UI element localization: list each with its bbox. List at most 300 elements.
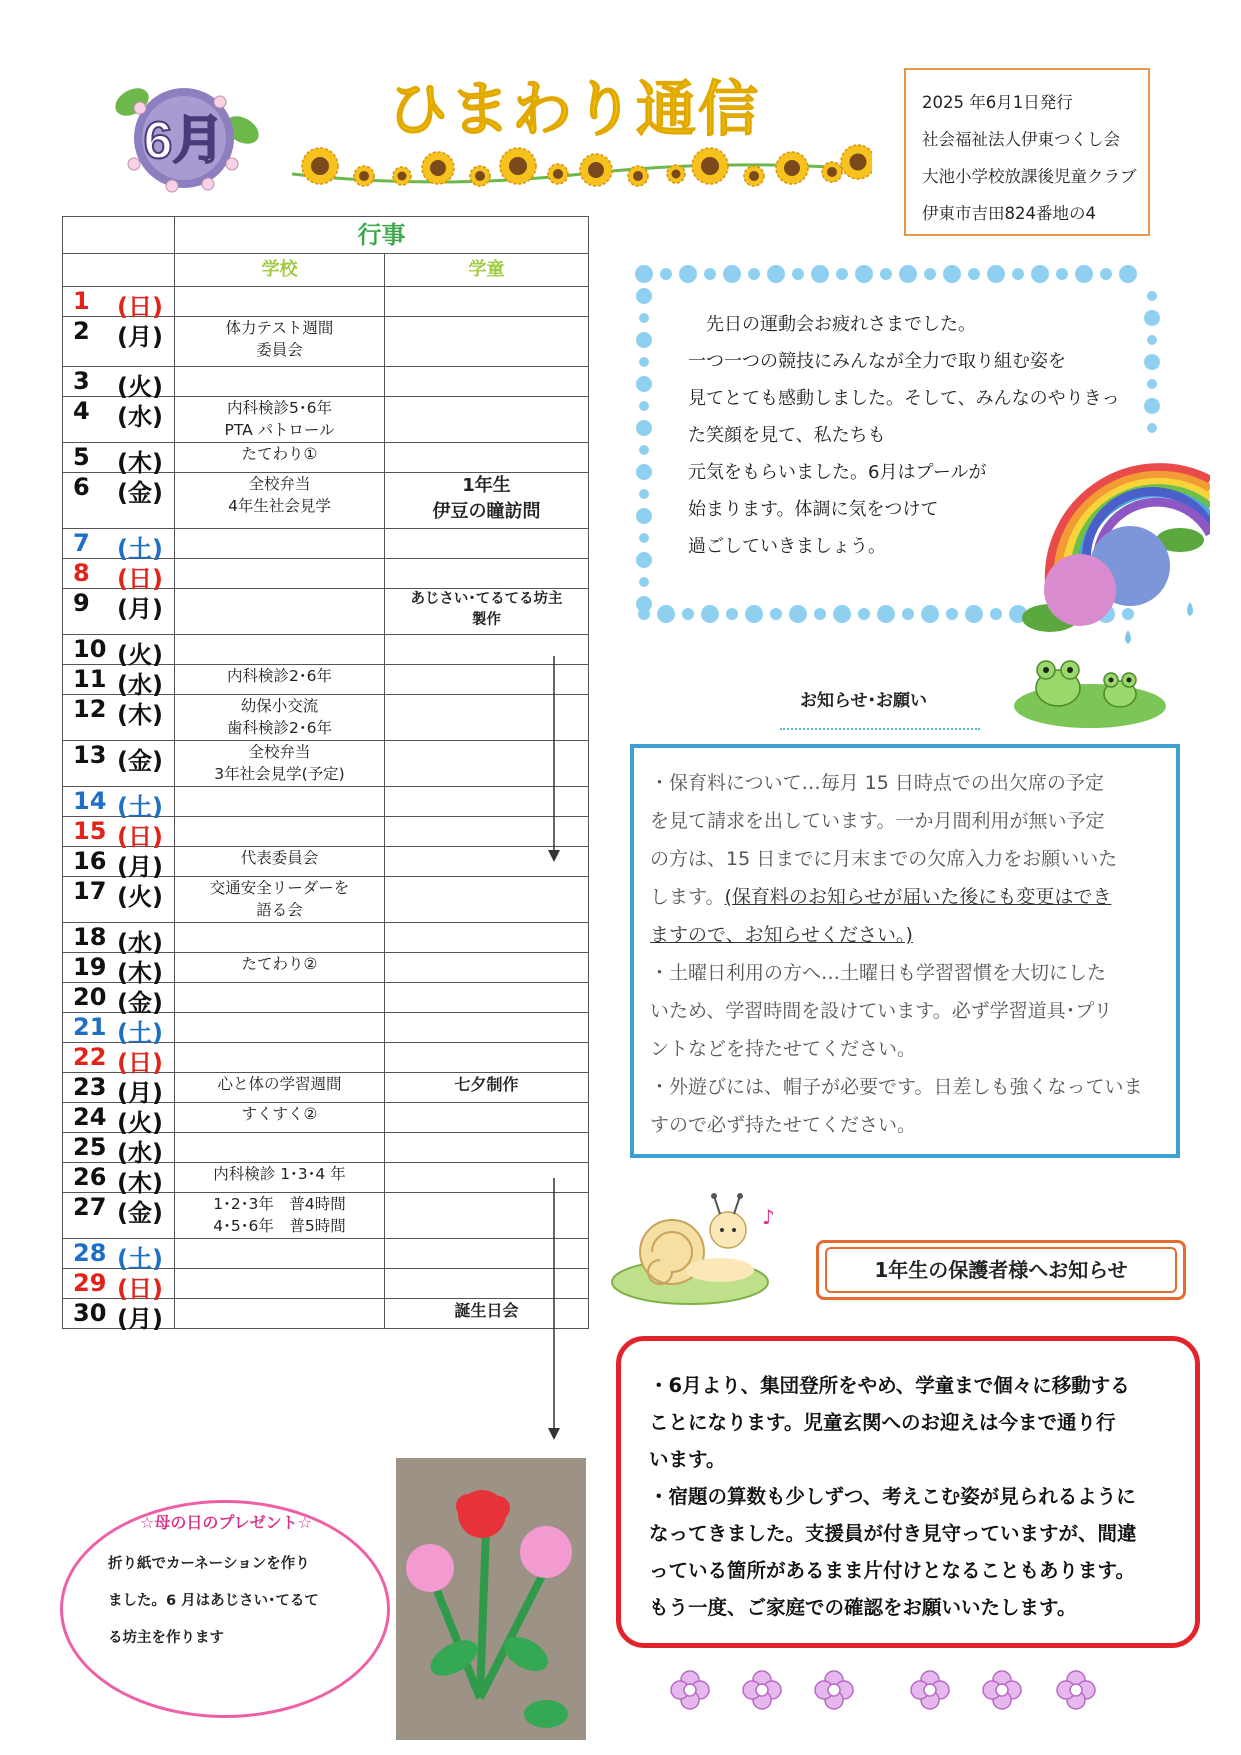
calendar-row bbox=[63, 635, 589, 665]
sunflower-center bbox=[509, 157, 527, 175]
gakudo-event: 1年生 bbox=[462, 475, 511, 496]
day-cell bbox=[63, 1193, 175, 1239]
gakudo-event-cell bbox=[385, 317, 589, 367]
school-event: 4年生社会見学 bbox=[228, 497, 331, 515]
day-cell bbox=[63, 1269, 175, 1303]
day-number: 2 bbox=[73, 317, 90, 345]
bubble-dot bbox=[770, 608, 782, 620]
origami-carnation-photo bbox=[396, 1458, 586, 1740]
first-grade-line: なってきました。支援員が付き見守っていますが、間違 bbox=[649, 1522, 1137, 1545]
day-cell bbox=[63, 817, 175, 851]
sunflower-center bbox=[553, 169, 563, 179]
school-event-cell bbox=[175, 397, 385, 443]
school-event-cell bbox=[175, 287, 385, 317]
day-number: 4 bbox=[73, 397, 90, 425]
calendar-row bbox=[63, 589, 589, 635]
first-grade-line: ・6月より、集団登所をやめ、学童まで個々に移動する bbox=[649, 1374, 1130, 1397]
day-cell bbox=[63, 983, 175, 1017]
day-cell bbox=[63, 665, 175, 699]
sunflower-center bbox=[311, 157, 329, 175]
bubble-dot bbox=[811, 265, 829, 283]
school-event: 全校弁当 bbox=[248, 743, 311, 761]
day-number: 17 bbox=[73, 877, 107, 905]
flower-center bbox=[828, 1684, 840, 1696]
gakudo-event: 伊豆の瞳訪問 bbox=[432, 501, 541, 522]
bubble-dot bbox=[902, 608, 914, 620]
weekday-label: (日) bbox=[117, 565, 163, 593]
calendar-row bbox=[63, 1103, 589, 1133]
bubble-dot bbox=[921, 605, 939, 623]
school-event: 内科検診2･6年 bbox=[227, 667, 332, 685]
message-line: 見てとても感動しました。そして、みんなのやりきっ bbox=[688, 388, 1120, 409]
school-event-cell bbox=[175, 847, 385, 877]
gakudo-event-cell bbox=[385, 443, 589, 473]
day-cell bbox=[63, 741, 175, 787]
calendar-row bbox=[63, 953, 589, 983]
school-event-cell bbox=[175, 589, 385, 635]
purple-flower-icon bbox=[668, 1666, 1100, 1714]
bubble-dot bbox=[877, 605, 895, 623]
school-event: 体力テスト週間 bbox=[225, 319, 334, 337]
school-event: 交通安全リーダーを bbox=[209, 879, 350, 897]
bubble-dot bbox=[833, 605, 851, 623]
bubble-dot bbox=[635, 265, 653, 283]
gakudo-event-cell bbox=[385, 1043, 589, 1073]
school-event: 歯科検診2･6年 bbox=[227, 719, 332, 737]
notices-title: お知らせ･お願い bbox=[800, 691, 927, 711]
notice-line: ントなどを持たせてください。 bbox=[650, 1038, 917, 1060]
day-number: 21 bbox=[73, 1013, 107, 1041]
day-cell bbox=[63, 1239, 175, 1273]
day-cell bbox=[63, 529, 175, 563]
day-cell bbox=[63, 695, 175, 741]
weekday-label: (日) bbox=[117, 1275, 163, 1303]
gakudo-event-cell bbox=[385, 923, 589, 953]
notice-underlined-text: (保育料のお知らせが届いた後にも変更はでき bbox=[724, 886, 1112, 908]
day-cell bbox=[63, 953, 175, 987]
bubble-dot bbox=[701, 605, 719, 623]
first-grade-line: います。 bbox=[649, 1448, 726, 1471]
school-event-cell bbox=[175, 877, 385, 923]
sunflower-center bbox=[749, 171, 759, 181]
bubble-dot bbox=[636, 376, 652, 392]
sunflower-center bbox=[398, 172, 407, 181]
calendar-row bbox=[63, 695, 589, 741]
school-event-cell bbox=[175, 1073, 385, 1103]
gakudo-event-cell bbox=[385, 287, 589, 317]
day-cell bbox=[63, 397, 175, 443]
bubble-dot bbox=[1147, 379, 1157, 389]
school-event: 3年社会見学(予定) bbox=[214, 765, 345, 783]
sunflower-center bbox=[359, 171, 369, 181]
gakudo-event-cell bbox=[385, 529, 589, 559]
calendar-row bbox=[63, 665, 589, 695]
frogs-on-lilypad-icon bbox=[1008, 640, 1168, 732]
day-number: 5 bbox=[73, 443, 90, 471]
day-cell bbox=[63, 287, 175, 321]
notice-line: すので必ず持たせてください。 bbox=[650, 1114, 917, 1136]
first-grade-line: もう一度、ご家庭での確認をお願いいたします。 bbox=[649, 1596, 1077, 1619]
bubble-dot bbox=[636, 596, 652, 612]
newsletter-title: ひまわり通信 bbox=[388, 75, 760, 145]
notice-line: ・外遊びには、帽子が必要です。日差しも強くなっていま bbox=[650, 1076, 1143, 1098]
calendar-row bbox=[63, 1043, 589, 1073]
bubble-dot bbox=[726, 608, 738, 620]
school-event-cell bbox=[175, 665, 385, 695]
school-event-cell bbox=[175, 741, 385, 787]
day-number: 29 bbox=[73, 1269, 107, 1297]
bubble-dot bbox=[748, 268, 760, 280]
first-grade-line: っている箇所があるまま片付けとなることもあります。 bbox=[649, 1559, 1135, 1582]
school-event: 語る会 bbox=[256, 901, 303, 919]
calendar-row bbox=[63, 787, 589, 817]
day-number: 3 bbox=[73, 367, 90, 395]
day-cell bbox=[63, 923, 175, 957]
calendar-row bbox=[63, 1299, 589, 1329]
school-event: 4･5･6年 普5時間 bbox=[213, 1217, 346, 1235]
day-number: 13 bbox=[73, 741, 107, 769]
school-event: すくすく② bbox=[241, 1105, 318, 1123]
weekday-label: (火) bbox=[117, 883, 163, 911]
school-event-cell bbox=[175, 443, 385, 473]
school-event-cell bbox=[175, 817, 385, 847]
message-line: 一つ一つの競技にみんなが全力で取り組む姿を bbox=[688, 351, 1066, 372]
bubble-dot bbox=[639, 313, 649, 323]
flower-center bbox=[924, 1684, 936, 1696]
bubble-dot bbox=[682, 608, 694, 620]
weekday-label: (土) bbox=[117, 793, 163, 821]
sunflower-center bbox=[701, 157, 719, 175]
calendar-row bbox=[63, 741, 589, 787]
bubble-dot bbox=[792, 268, 804, 280]
bubble-dot bbox=[924, 268, 936, 280]
bubble-dot bbox=[657, 605, 675, 623]
bubble-dot bbox=[1100, 268, 1112, 280]
day-number: 23 bbox=[73, 1073, 107, 1101]
calendar-row bbox=[63, 1269, 589, 1299]
bubble-dot bbox=[636, 288, 652, 304]
bubble-dot bbox=[1031, 265, 1049, 283]
weekday-label: (月) bbox=[117, 1079, 163, 1107]
bubble-dot bbox=[636, 464, 652, 480]
snail-on-leaf-icon bbox=[610, 1190, 780, 1308]
school-event: 内科検診 1･3･4 年 bbox=[213, 1165, 346, 1183]
day-cell bbox=[63, 1103, 175, 1137]
weekday-label: (金) bbox=[117, 747, 163, 775]
gakudo-event-cell bbox=[385, 1133, 589, 1163]
day-cell bbox=[63, 1133, 175, 1167]
bubble-dot bbox=[899, 265, 917, 283]
day-number: 24 bbox=[73, 1103, 107, 1131]
info-org: 社会福祉法人伊東つくし会 bbox=[922, 130, 1120, 149]
bubble-dot bbox=[639, 357, 649, 367]
gakudo-event-cell bbox=[385, 1103, 589, 1133]
calendar-row bbox=[63, 817, 589, 847]
calendar-row bbox=[63, 443, 589, 473]
sunflower-center bbox=[588, 162, 604, 178]
notice-line: の方は、15 日までに月末までの欠席入力をお願いいた bbox=[650, 848, 1118, 870]
sunflower-center bbox=[784, 160, 800, 176]
svg-text:♪: ♪ bbox=[762, 1205, 775, 1229]
bubble-dot bbox=[1012, 268, 1024, 280]
continuation-arrow-icon bbox=[548, 1178, 560, 1440]
weekday-label: (木) bbox=[117, 959, 163, 987]
mothers-day-line: ました。6 月はあじさい･てるて bbox=[108, 1593, 319, 1609]
bubble-dot bbox=[636, 332, 652, 348]
weekday-label: (土) bbox=[117, 1245, 163, 1273]
calendar-row bbox=[63, 529, 589, 559]
day-number: 19 bbox=[73, 953, 107, 981]
day-cell bbox=[63, 559, 175, 593]
calendar-row bbox=[63, 1013, 589, 1043]
day-cell bbox=[63, 1013, 175, 1047]
bubble-dot bbox=[965, 605, 983, 623]
day-number: 18 bbox=[73, 923, 107, 951]
corner-cell bbox=[63, 254, 175, 287]
gakudo-event: 七夕制作 bbox=[454, 1075, 519, 1094]
school-event-cell bbox=[175, 787, 385, 817]
corner-cell bbox=[63, 217, 175, 254]
weekday-label: (日) bbox=[117, 1049, 163, 1077]
gakudo-event-cell bbox=[385, 1073, 589, 1103]
bubble-dot bbox=[836, 268, 848, 280]
day-number: 11 bbox=[73, 665, 107, 693]
calendar-row bbox=[63, 473, 589, 529]
mothers-day-line: 折り紙でカーネーションを作り bbox=[108, 1556, 310, 1572]
school-event-cell bbox=[175, 317, 385, 367]
mothers-day-title: ☆母の日のプレゼント☆ bbox=[139, 1513, 313, 1532]
notice-line: ・保育料について…毎月 15 日時点での出欠席の予定 bbox=[650, 772, 1104, 794]
calendar-row bbox=[63, 559, 589, 589]
day-cell bbox=[63, 317, 175, 367]
bubble-dot bbox=[990, 608, 1002, 620]
bubble-dot bbox=[639, 445, 649, 455]
weekday-label: (月) bbox=[117, 853, 163, 881]
school-event: 代表委員会 bbox=[240, 849, 319, 867]
day-cell bbox=[63, 589, 175, 635]
weekday-label: (火) bbox=[117, 641, 163, 669]
weekday-label: (木) bbox=[117, 449, 163, 477]
day-number: 15 bbox=[73, 817, 107, 845]
school-event-cell bbox=[175, 1239, 385, 1269]
bubble-dot bbox=[1119, 265, 1137, 283]
school-event-cell bbox=[175, 635, 385, 665]
day-number: 22 bbox=[73, 1043, 107, 1071]
events-calendar-table bbox=[62, 216, 589, 1333]
sunflower-center bbox=[633, 171, 643, 181]
gakudo-event-cell bbox=[385, 559, 589, 589]
day-number: 7 bbox=[73, 529, 90, 557]
weekday-label: (木) bbox=[117, 701, 163, 729]
first-grade-line: ・宿題の算数も少しずつ、考えこむ姿が見られるように bbox=[649, 1485, 1136, 1508]
info-address: 伊東市吉田824番地の4 bbox=[922, 204, 1096, 223]
school-event-cell bbox=[175, 473, 385, 529]
school-event: 内科検診5･6年 bbox=[227, 399, 332, 417]
bubble-dot bbox=[814, 608, 826, 620]
day-cell bbox=[63, 1043, 175, 1077]
day-number: 8 bbox=[73, 559, 90, 587]
weekday-label: (金) bbox=[117, 989, 163, 1017]
calendar-row bbox=[63, 1239, 589, 1269]
school-event: PTA パトロール bbox=[224, 421, 335, 439]
bubble-dot bbox=[639, 489, 649, 499]
school-event: 1･2･3年 普4時間 bbox=[213, 1195, 346, 1213]
bubble-dot bbox=[987, 265, 1005, 283]
weekday-label: (土) bbox=[117, 1019, 163, 1047]
calendar-row bbox=[63, 367, 589, 397]
calendar-row bbox=[63, 287, 589, 317]
school-event: 心と体の学習週間 bbox=[217, 1075, 342, 1093]
sunflower-center bbox=[672, 170, 681, 179]
day-cell bbox=[63, 1073, 175, 1107]
bubble-dot bbox=[946, 608, 958, 620]
school-event: たてわり① bbox=[241, 445, 318, 463]
notices-box bbox=[630, 744, 1180, 1158]
school-event-cell bbox=[175, 529, 385, 559]
school-header: 学校 bbox=[175, 254, 385, 287]
calendar-row bbox=[63, 847, 589, 877]
weekday-label: (水) bbox=[117, 929, 163, 957]
day-cell bbox=[63, 1299, 175, 1333]
school-event: たてわり② bbox=[241, 955, 318, 973]
bubble-dot bbox=[636, 552, 652, 568]
school-event-cell bbox=[175, 923, 385, 953]
bubble-dot bbox=[723, 265, 741, 283]
school-event-cell bbox=[175, 1163, 385, 1193]
bubble-dot bbox=[1147, 291, 1157, 301]
gakudo-event-cell bbox=[385, 983, 589, 1013]
gakudo-event-cell bbox=[385, 877, 589, 923]
bubble-dot bbox=[968, 268, 980, 280]
bubble-dot bbox=[943, 265, 961, 283]
sunflower-center bbox=[850, 154, 867, 171]
school-event: 委員会 bbox=[256, 341, 303, 359]
message-line: 先日の運動会お疲れさまでした。 bbox=[688, 314, 976, 335]
bubble-dot bbox=[880, 268, 892, 280]
gakudo-event-cell bbox=[385, 1013, 589, 1043]
first-grade-title: 1年生の保護者様へお知らせ bbox=[825, 1247, 1177, 1293]
flower-center bbox=[1070, 1684, 1082, 1696]
calendar-row bbox=[63, 1133, 589, 1163]
day-number: 26 bbox=[73, 1163, 107, 1191]
sunflower-center bbox=[827, 167, 837, 177]
first-grade-line: ことになります。児童玄関へのお迎えは今まで通り行 bbox=[649, 1411, 1116, 1434]
events-header: 行事 bbox=[175, 217, 589, 254]
publication-info bbox=[904, 68, 1150, 236]
message-line: 過ごしていきましょう。 bbox=[688, 536, 886, 557]
sunflower-center bbox=[475, 171, 485, 181]
bubble-dot bbox=[767, 265, 785, 283]
school-event-cell bbox=[175, 1193, 385, 1239]
notice-line: ますので、お知らせください。) bbox=[650, 924, 913, 946]
weekday-label: (日) bbox=[117, 823, 163, 851]
weekday-label: (金) bbox=[117, 479, 163, 507]
school-event-cell bbox=[175, 367, 385, 397]
notice-line: を見て請求を出しています。一か月間利用が無い予定 bbox=[650, 810, 1105, 832]
gakudo-event: 誕生日会 bbox=[454, 1301, 519, 1320]
day-number: 30 bbox=[73, 1299, 107, 1327]
gakudo-event-cell bbox=[385, 397, 589, 443]
day-cell bbox=[63, 443, 175, 477]
gakudo-event-cell bbox=[385, 589, 589, 635]
sunflower-center bbox=[430, 160, 446, 176]
flower-center bbox=[684, 1684, 696, 1696]
weekday-label: (水) bbox=[117, 403, 163, 431]
weekday-label: (土) bbox=[117, 535, 163, 563]
school-event-cell bbox=[175, 1269, 385, 1299]
calendar-row bbox=[63, 1073, 589, 1103]
calendar-row bbox=[63, 1163, 589, 1193]
bubble-dot bbox=[636, 420, 652, 436]
first-grade-title-box bbox=[816, 1240, 1186, 1300]
gakudo-event: 製作 bbox=[472, 612, 501, 628]
bubble-dot bbox=[1147, 335, 1157, 345]
bubble-dot bbox=[639, 577, 649, 587]
bubble-dot bbox=[639, 533, 649, 543]
school-event-cell bbox=[175, 953, 385, 983]
school-event-cell bbox=[175, 559, 385, 589]
weekday-label: (木) bbox=[117, 1169, 163, 1197]
day-cell bbox=[63, 877, 175, 923]
info-club: 大池小学校放課後児童クラブ bbox=[922, 167, 1137, 186]
school-event-cell bbox=[175, 983, 385, 1013]
rainbow-hydrangea-icon bbox=[1010, 390, 1210, 660]
calendar-row bbox=[63, 1193, 589, 1239]
calendar-row bbox=[63, 397, 589, 443]
divider bbox=[780, 728, 980, 734]
calendar-row bbox=[63, 317, 589, 367]
day-number: 20 bbox=[73, 983, 107, 1011]
school-event-cell bbox=[175, 1103, 385, 1133]
flower-center bbox=[996, 1684, 1008, 1696]
bubble-dot bbox=[704, 268, 716, 280]
gakudo-event-cell bbox=[385, 473, 589, 529]
notice-line bbox=[650, 878, 1162, 916]
day-cell bbox=[63, 367, 175, 401]
day-number: 12 bbox=[73, 695, 107, 723]
weekday-label: (月) bbox=[117, 1305, 163, 1333]
sunflower-garland-icon bbox=[292, 140, 872, 192]
flower-center bbox=[756, 1684, 768, 1696]
notice-text: します。 bbox=[650, 886, 725, 908]
message-line: 始まります。体調に気をつけて bbox=[688, 499, 939, 520]
day-cell bbox=[63, 847, 175, 881]
notice-line: いため、学習時間を設けています。必ず学習道具･プリ bbox=[650, 1000, 1113, 1022]
gakudo-header: 学童 bbox=[385, 254, 589, 287]
day-number: 25 bbox=[73, 1133, 107, 1161]
weekday-label: (火) bbox=[117, 1109, 163, 1137]
bubble-dot bbox=[636, 508, 652, 524]
weekday-label: (水) bbox=[117, 671, 163, 699]
day-cell bbox=[63, 787, 175, 821]
bubble-dot bbox=[855, 265, 873, 283]
weekday-label: (水) bbox=[117, 1139, 163, 1167]
weekday-label: (火) bbox=[117, 373, 163, 401]
weekday-label: (金) bbox=[117, 1199, 163, 1227]
day-number: 14 bbox=[73, 787, 107, 815]
bubble-dot bbox=[660, 268, 672, 280]
bubble-dot bbox=[679, 265, 697, 283]
day-number: 16 bbox=[73, 847, 107, 875]
bubble-dot bbox=[745, 605, 763, 623]
weekday-label: (月) bbox=[117, 595, 163, 623]
school-event-cell bbox=[175, 1299, 385, 1329]
gakudo-event: あじさい･てるてる坊主 bbox=[410, 591, 563, 607]
continuation-arrow-icon bbox=[548, 656, 560, 862]
weekday-label: (日) bbox=[117, 293, 163, 321]
info-date: 2025 年6月1日発行 bbox=[922, 93, 1073, 112]
mothers-day-line: る坊主を作ります bbox=[108, 1630, 224, 1646]
